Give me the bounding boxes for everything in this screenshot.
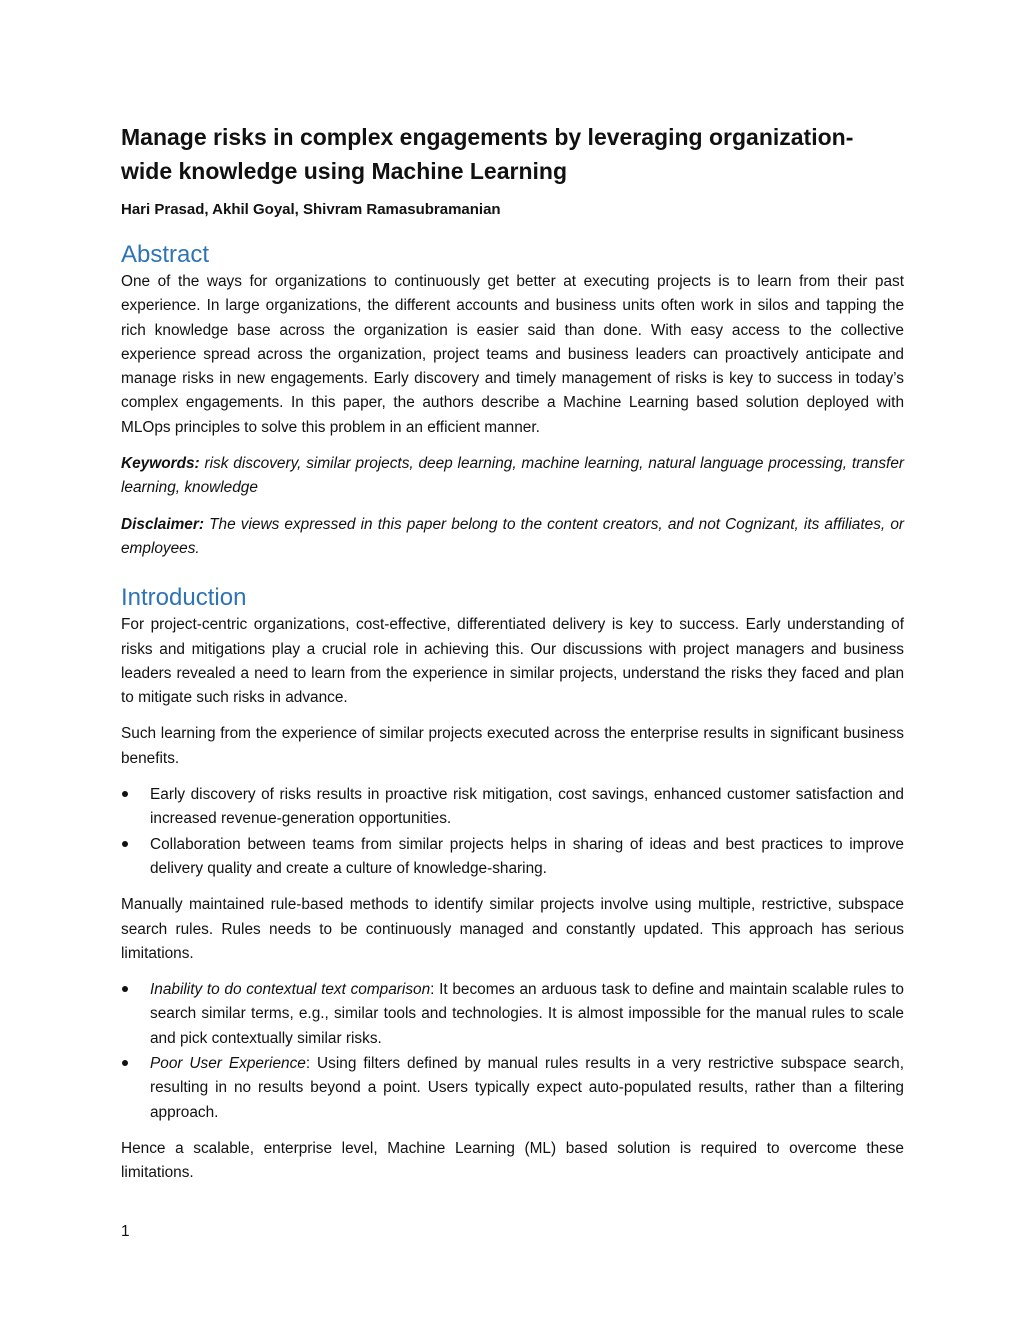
limitation-term: Poor User Experience [150,1055,306,1073]
intro-paragraph-4: Hence a scalable, enterprise level, Machine Learning (ML) based solution is required to overcome these limitations. [121,1139,904,1182]
benefits-list [121,783,904,881]
disclaimer-label: Disclaimer: [121,515,204,533]
limitation-text: : It becomes an arduous task to define and maintain scalable rules to search similar terms, e.g., similar tools and technologies. It is almost impossible for the manual rules to scale and pick contextually similar risks. [150,981,904,1047]
list-item [121,783,904,832]
limitation-text: : Using filters defined by manual rules results in a very restrictive subspace search, resulting in no results beyond a point. Users typically expect auto-populated results, rather than a filtering approach. [150,1055,904,1121]
bullet-icon [121,978,131,1002]
keywords [121,452,904,501]
introduction-heading: Introduction [121,584,247,612]
abstract-text: One of the ways for organizations to continuously get better at executing projects is to learn from their past experience. In large organizations, the different accounts and business units often work in silos and tapping the rich knowledge base across the organization is easier said than done. With easy access to the collective experience spread across the organization, project teams and business leaders can proactively anticipate and manage risks in new engagements. Early discovery and timely management of risks is key to success in today’s complex engagements. In this paper, the authors describe a Machine Learning based solution deployed with MLOps principles to solve this problem in an efficient manner. [121,273,904,436]
abstract-heading: Abstract [121,241,210,268]
list-item [121,978,904,1051]
list-item [121,833,904,882]
intro-paragraph-3: Manually maintained rule-based methods to identify similar projects involve using multiple, restrictive, subspace search rules. Rules needs to be continuously managed and constantly updated. This approach has serious limitations. [121,896,904,962]
page-number: 1 [121,1223,130,1240]
disclaimer-text: The views expressed in this paper belong to the content creators, and not Cognizant, its affiliates, or employees. [121,515,904,557]
list-item-text: Early discovery of risks results in proactive risk mitigation, cost savings, enhanced customer satisfaction and increased revenue-generation opportunities. [150,786,904,828]
intro-paragraph-2: Such learning from the experience of similar projects executed across the enterprise results in significant business benefits. [121,725,904,767]
paper-title: Manage risks in complex engagements by leveraging organization-wide knowledge using Machine Learning [121,124,854,184]
disclaimer [121,513,904,562]
paper-page [121,120,904,1186]
keywords-text: risk discovery, similar projects, deep learning, machine learning, natural language processing, transfer learning, knowledge [121,455,904,497]
limitations-list [121,978,904,1125]
intro-paragraph-1: For project-centric organizations, cost-effective, differentiated delivery is key to success. Early understanding of risks and mitigations play a crucial role in achieving this. Our discussions with project managers and business leaders revealed a need to learn from the experience in similar projects, understand the risks they faced and plan to mitigate such risks in advance. [121,616,904,707]
limitation-term: Inability to do contextual text comparison [150,981,431,999]
list-item-text: Collaboration between teams from similar projects helps in sharing of ideas and best practices to improve delivery quality and create a culture of knowledge-sharing. [150,835,904,877]
bullet-icon [121,783,131,807]
list-item [121,1052,904,1125]
keywords-label: Keywords: [121,455,200,473]
bullet-icon [121,1052,131,1076]
bullet-icon [121,833,131,857]
author-list: Hari Prasad, Akhil Goyal, Shivram Ramasubramanian [121,201,501,218]
